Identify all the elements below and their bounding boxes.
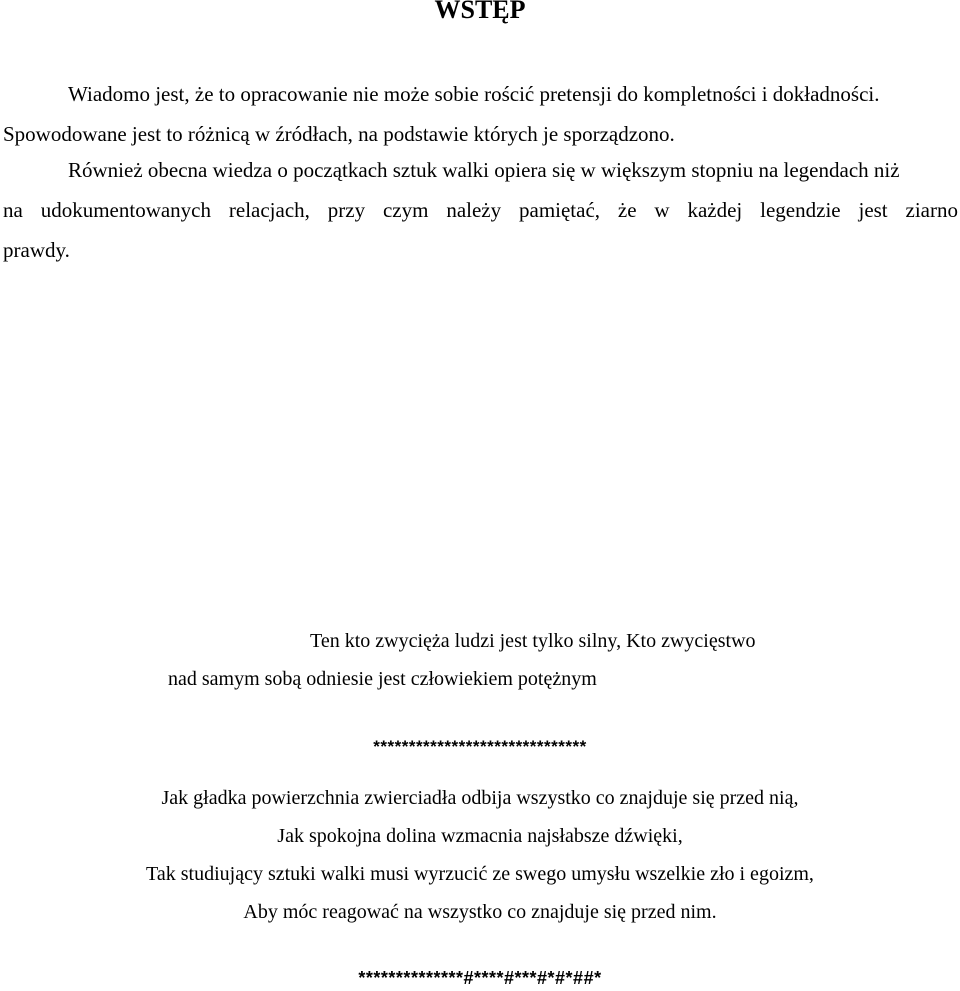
intro-paragraph-2 [3,150,958,270]
poem-line: Jak spokojna dolina wzmacnia najsłabsze dźwięki, [277,825,683,847]
paragraph-text: Również obecna wiedza o początkach sztuk walki opiera się w większym stopniu na legendach niż [68,158,900,182]
poem-line: Jak gładka powierzchnia zwierciadła odbija wszystko co znajduje się przed nią, [161,787,799,809]
quote-line: Ten kto zwycięża ludzi jest tylko silny, Kto zwycięstwo [310,630,756,652]
quote-line: nad samym sobą odniesie jest człowiekiem potężnym [168,668,597,690]
poem-line: Aby móc reagować na wszystko co znajduje się przed nim. [243,901,717,923]
page-title: WSTĘP [434,0,526,24]
paragraph-line: Spowodowane jest to różnicą w źródłach, na podstawie których je sporządzono. [3,122,675,146]
asterisk-separator: ****************************** [373,737,587,756]
paragraph-line [3,74,958,114]
paragraph-text: Wiadomo jest, że to opracowanie nie może sobie rościć pretensji do kompletności i dokładności. [68,82,880,106]
paragraph-line [3,150,958,190]
paragraph-line: na udokumentowanych relacjach, przy czym należy pamiętać, że w każdej legendzie jest ziarno [3,198,958,222]
hash-separator: **************#****#***#*#*##* [358,968,602,988]
poem-line: Tak studiujący sztuki walki musi wyrzucić ze swego umysłu wszelkie zło i egoizm, [146,863,814,885]
intro-paragraph-1 [3,74,958,154]
paragraph-line: prawdy. [3,238,70,262]
